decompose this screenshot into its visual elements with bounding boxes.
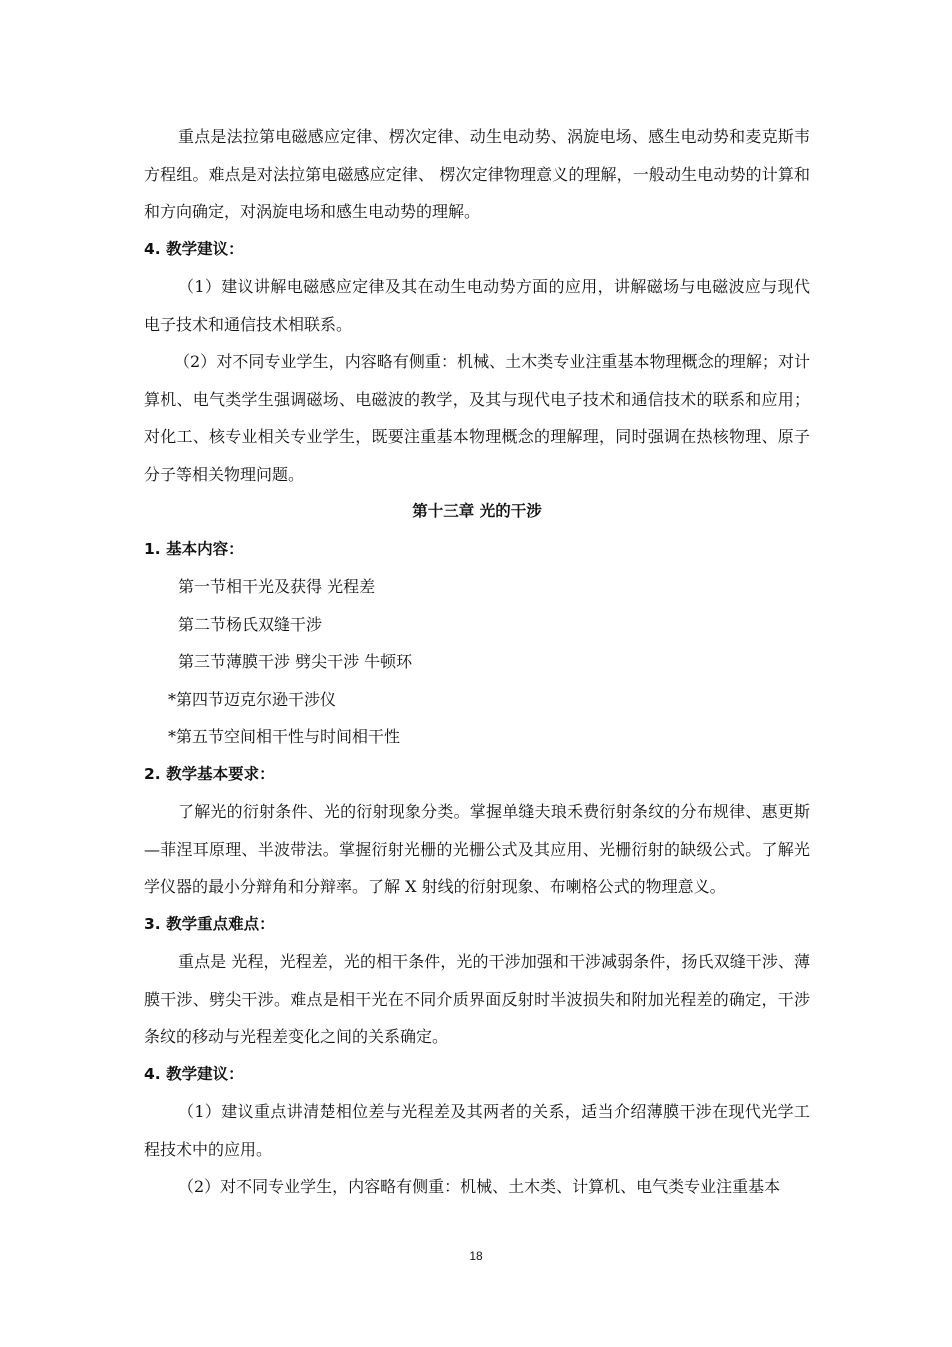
intro-paragraph: 重点是法拉第电磁感应定律、楞次定律、动生电动势、涡旋电场、感生电动势和麦克斯韦方程组。难点是对法拉第电磁感应定律、 楞次定律物理意义的理解，一般动生电动势的计算和和方向确定，对涡旋电场和感生电动势的理解。	[144, 127, 810, 221]
section-item: 第二节杨氏双缝干涉	[178, 614, 323, 634]
intro-suggestion-2: （2）对不同专业学生，内容略有侧重：机械、土木类专业注重基本物理概念的理解；对计算机、电气类学生强调磁场、电磁波的教学，及其与现代电子技术和通信技术的联系和应用；对化工、核专业相关专业学生，既要注重基本物理概念的理解理，同时强调在热核物理、原子分子等相关物理问题。	[144, 352, 810, 484]
chapter-suggestion-heading: 4. 教学建议：	[144, 1064, 244, 1083]
section-item: 第一节相干光及获得 光程差	[178, 577, 376, 596]
requirements-paragraph: 了解光的衍射条件、光的衍射现象分类。掌握单缝夫琅禾费衍射条纹的分布规律、惠更斯—菲涅耳原理、半波带法。掌握衍射光栅的光栅公式及其应用、光栅衍射的缺级公式。了解光学仪器的最小分辩角和分辩率。了解 X 射线的衍射现象、布喇格公式的物理意义。	[144, 802, 810, 896]
section-item: *第四节迈克尔逊干涉仪	[168, 689, 337, 709]
intro-suggestion-1: （1）建议讲解电磁感应定律及其在动生电动势方面的应用，讲解磁场与电磁波应与现代电子技术和通信技术相联系。	[144, 277, 810, 334]
section-item: 第三节薄膜干涉 劈尖干涉 牛顿环	[178, 652, 413, 671]
page-content	[144, 118, 810, 1206]
section-item: *第五节空间相干性与时间相干性	[168, 727, 401, 746]
content-heading: 1. 基本内容：	[144, 539, 244, 558]
key-points-paragraph: 重点是 光程，光程差，光的相干条件，光的干涉加强和干涉减弱条件，扬氏双缝干涉、薄膜干涉、劈尖干涉。难点是相干光在不同介质界面反射时半波损失和附加光程差的确定，干涉条纹的移动与光程差变化之间的关系确定。	[144, 952, 810, 1046]
key-points-heading: 3. 教学重点难点：	[144, 914, 275, 933]
intro-suggestion-heading: 4. 教学建议：	[144, 239, 244, 258]
chapter-suggestion-2: （2）对不同专业学生，内容略有侧重：机械、土木类、计算机、电气类专业注重基本	[178, 1177, 781, 1196]
requirements-heading: 2. 教学基本要求：	[144, 764, 275, 783]
chapter-title: 第十三章 光的干涉	[412, 502, 542, 520]
page-number: 18	[469, 1249, 483, 1263]
chapter-suggestion-1: （1）建议重点讲清楚相位差与光程差及其两者的关系，适当介绍薄膜干涉在现代光学工程技术中的应用。	[144, 1102, 810, 1159]
